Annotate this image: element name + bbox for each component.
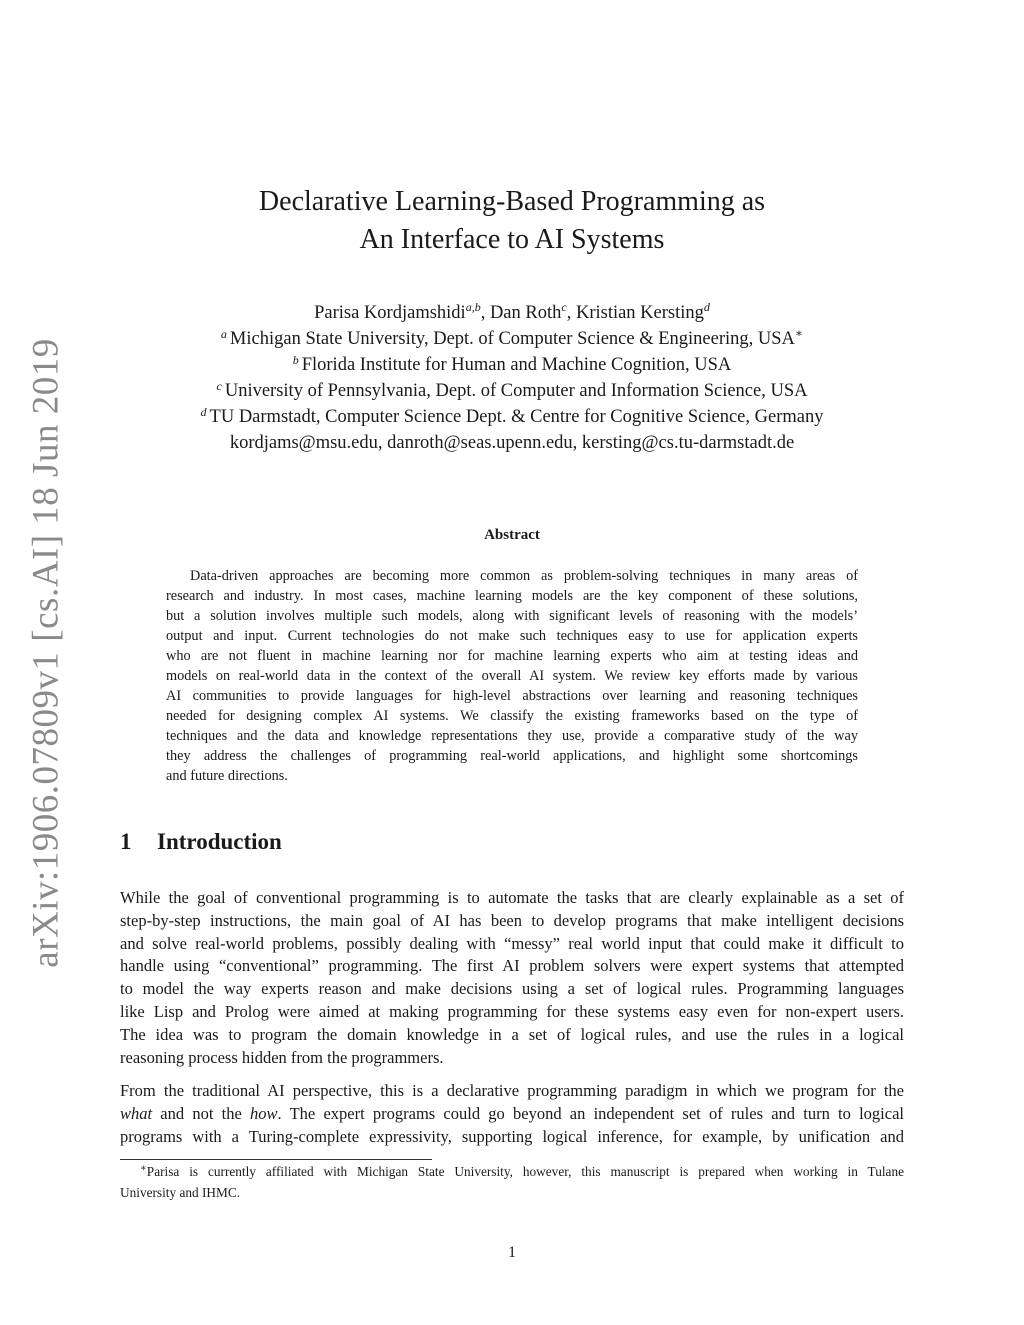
emphasis-how: how bbox=[250, 1103, 278, 1123]
paragraph-line: programs with a Turing-complete expressivity, supporting logical inference, for example, by unification and bbox=[120, 1126, 904, 1146]
abstract-line: and future directions. bbox=[166, 768, 288, 784]
author-names bbox=[0, 301, 1024, 327]
footnote bbox=[120, 1162, 904, 1202]
abstract-line: AI communities to provide languages for high-level abstractions over learning and reasoning techniques bbox=[166, 688, 858, 704]
footnote-line bbox=[120, 1162, 904, 1183]
footnote-text: Parisa is currently affiliated with Michigan State University, however, this manuscript is prepared when working in Tulane bbox=[146, 1164, 904, 1179]
abstract-line: models on real-world data in the context of the overall AI system. We review key efforts made by various bbox=[166, 668, 858, 684]
abstract-line: who are not fluent in machine learning nor for machine learning experts who aim at testing ideas and bbox=[166, 648, 858, 664]
paragraph-line bbox=[120, 1103, 904, 1126]
abstract-body bbox=[166, 566, 858, 786]
abstract-line: techniques and the data and knowledge representations they use, provide a comparative study of the way bbox=[166, 728, 858, 744]
affiliation-c bbox=[0, 379, 1024, 405]
author-1-name: Parisa Kordjamshidi bbox=[314, 303, 466, 323]
arxiv-identifier: arXiv:1906.07809v1 [cs.AI] 18 Jun 2019 bbox=[25, 338, 67, 968]
affiliation-a-footnote-mark: ∗ bbox=[794, 326, 804, 340]
affiliation-d bbox=[0, 405, 1024, 431]
affiliation-c-text: University of Pennsylvania, Dept. of Computer and Information Science, USA bbox=[224, 381, 808, 401]
paragraph-text: and not the bbox=[152, 1103, 251, 1123]
author-2-affiliation: c bbox=[561, 300, 567, 314]
paragraph-line: handle using “conventional” programming. The first AI problem solvers were expert systems that attempted bbox=[120, 956, 904, 976]
section-number: 1 bbox=[120, 829, 132, 854]
section-title: Introduction bbox=[157, 829, 282, 854]
paragraph-text: . The expert programs could go beyond an independent set of rules and turn to logical bbox=[277, 1103, 904, 1123]
affiliation-d-mark: d bbox=[200, 405, 207, 419]
affiliation-b-mark: b bbox=[292, 353, 299, 367]
abstract-line: but a solution involves multiple such models, along with significant levels of reasoning with the models’ bbox=[166, 608, 858, 624]
abstract-line: research and industry. In most cases, machine learning models are the key component of these solutions, bbox=[166, 588, 858, 604]
title-line-1: Declarative Learning-Based Programming as bbox=[258, 186, 766, 217]
section-heading-introduction bbox=[120, 829, 282, 855]
author-emails: kordjams@msu.edu, danroth@seas.upenn.edu, kersting@cs.tu-darmstadt.de bbox=[229, 433, 795, 453]
paragraph-line: reasoning process hidden from the programmers. bbox=[120, 1047, 444, 1067]
paragraph-line: to model the way experts reason and make decisions using a set of logical rules. Programming languages bbox=[120, 979, 904, 999]
paragraph-line: step-by-step instructions, the main goal of AI has been to develop programs that make intelligent decisions bbox=[120, 910, 904, 930]
affiliation-a bbox=[0, 327, 1024, 353]
author-3-name: , Kristian Kersting bbox=[566, 303, 704, 323]
emphasis-what: what bbox=[120, 1103, 153, 1123]
affiliation-c-mark: c bbox=[216, 379, 222, 393]
footnote-rule bbox=[120, 1159, 432, 1160]
authors-block bbox=[0, 301, 1024, 456]
author-3-affiliation: d bbox=[703, 300, 710, 314]
abstract-line: output and input. Current technologies do not make such techniques easy to use for application experts bbox=[166, 628, 858, 644]
abstract-line: Data-driven approaches are becoming more common as problem-solving techniques in many areas of bbox=[190, 568, 858, 584]
abstract-heading: Abstract bbox=[484, 527, 540, 543]
page-number: 1 bbox=[508, 1244, 516, 1261]
affiliation-d-text: TU Darmstadt, Computer Science Dept. & Centre for Cognitive Science, Germany bbox=[209, 407, 824, 427]
intro-paragraph-1 bbox=[120, 887, 904, 1069]
affiliation-a-mark: a bbox=[220, 327, 227, 341]
affiliation-b bbox=[0, 353, 1024, 379]
intro-paragraph-2 bbox=[120, 1080, 904, 1148]
footnote-line: University and IHMC. bbox=[120, 1185, 241, 1200]
paragraph-line: The idea was to program the domain knowledge in a set of logical rules, and use the rules in a logical bbox=[120, 1024, 904, 1044]
author-2-name: , Dan Roth bbox=[480, 303, 562, 323]
affiliation-b-text: Florida Institute for Human and Machine Cognition, USA bbox=[301, 355, 732, 375]
paragraph-line: and solve real-world problems, possibly dealing with “messy” real world input that could make it difficult to bbox=[120, 933, 904, 953]
footnote-mark: ∗ bbox=[140, 1163, 147, 1174]
paragraph-line: like Lisp and Prolog were aimed at making programming for these systems easy even for non-expert users. bbox=[120, 1001, 904, 1021]
abstract-line: they address the challenges of programming real-world applications, and highlight some shortcomings bbox=[166, 748, 858, 764]
abstract-line: needed for designing complex AI systems. We classify the existing frameworks based on the type of bbox=[166, 708, 858, 724]
affiliation-a-text: Michigan State University, Dept. of Computer Science & Engineering, USA bbox=[229, 329, 795, 349]
paper-title bbox=[0, 183, 1024, 259]
paragraph-line: From the traditional AI perspective, this is a declarative programming paradigm in which we program for the bbox=[120, 1081, 904, 1100]
title-line-2: An Interface to AI Systems bbox=[359, 224, 665, 255]
author-1-affiliation: a,b bbox=[465, 300, 481, 314]
paragraph-line: While the goal of conventional programming is to automate the tasks that are clearly explainable as a set of bbox=[120, 888, 904, 907]
